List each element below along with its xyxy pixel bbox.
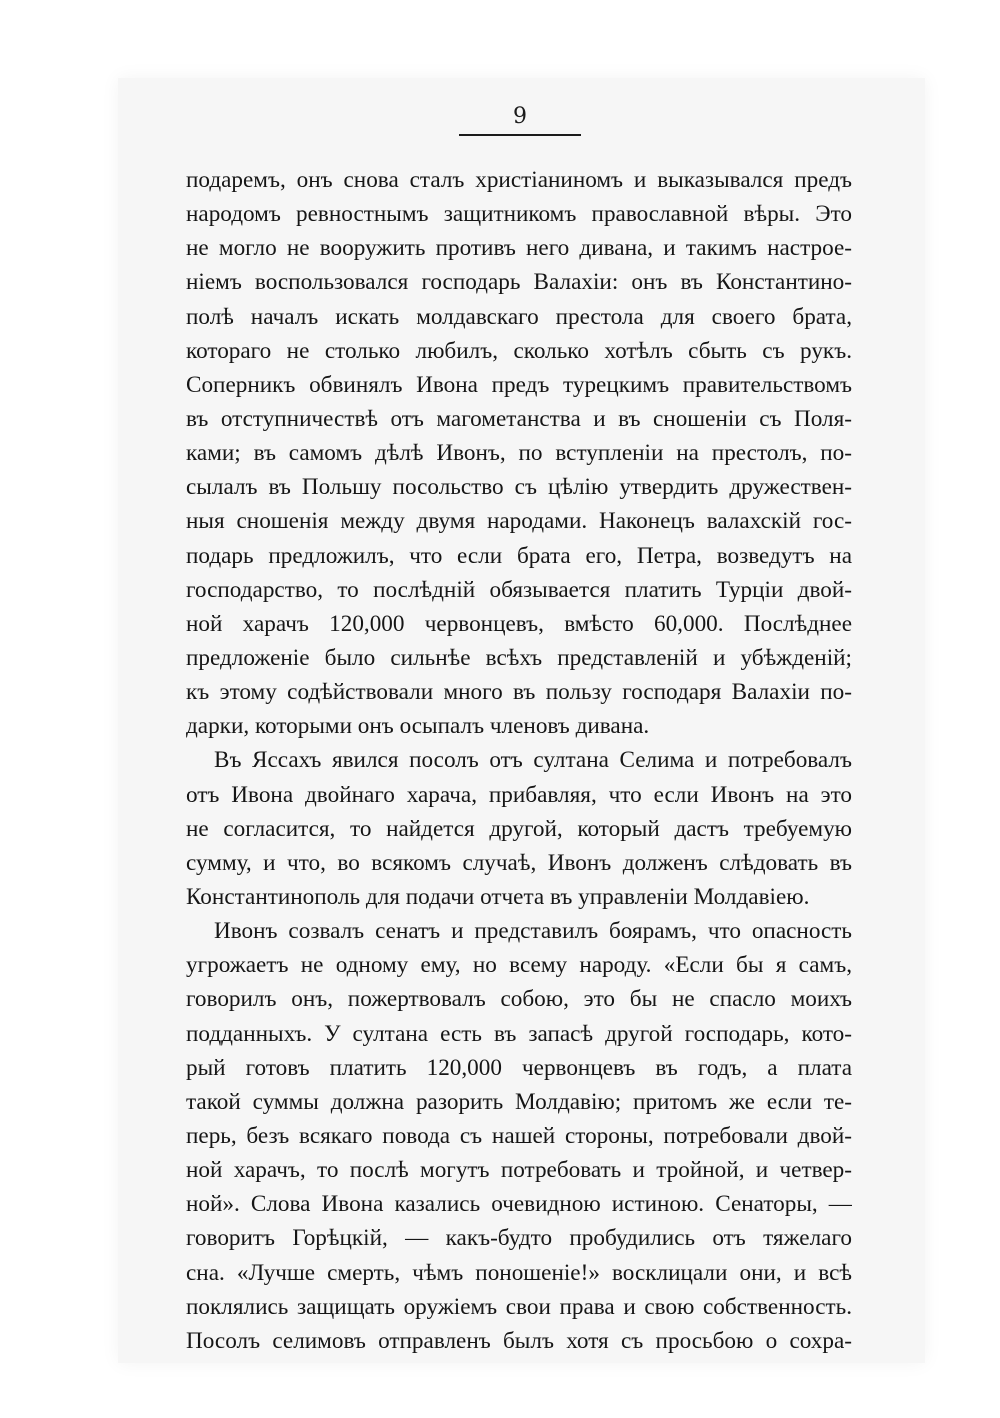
text-line: угрожаетъ не одному ему, но всему народу. «Если бы я самъ, [186,952,852,979]
page-number-rule [459,134,581,136]
text-line: ной». Слова Ивона казались очевидною истиною. Сенаторы, — [186,1191,852,1218]
body-text [186,163,852,1358]
text-line: предложеніе было сильнѣе всѣхъ представленій и убѣжденій; [186,644,852,671]
text-line: не согласится, то найдется другой, который дастъ требуемую [186,815,852,842]
text-line: сумму, и что, во всякомъ случаѣ, Ивонъ долженъ слѣдовать въ [186,849,852,876]
text-line: ной харачъ 120,000 червонцевъ, вмѣсто 60,000. Послѣднее [186,610,852,637]
text-line: Константинополь для подачи отчета въ управленіи Молдавіею. [186,883,810,910]
text-line: говорилъ онъ, пожертвовалъ собою, это бы не спасло моихъ [186,986,852,1013]
text-line: Соперникъ обвинялъ Ивона предъ турецкимъ правительствомъ [186,371,852,398]
text-line: подаремъ, онъ снова сталъ христіаниномъ и выказывался предъ [186,167,852,193]
text-line: ками; въ самомъ дѣлѣ Ивонъ, по вступленіи на престолъ, по- [186,440,852,467]
text-line: отъ Ивона двойнаго харача, прибавляя, что если Ивонъ на это [186,781,852,808]
text-line: такой суммы должна разорить Молдавію; притомъ же если те- [186,1088,852,1115]
paragraph-first-line: Въ Яссахъ явился посолъ отъ султана Селима и потребовалъ [214,747,852,774]
paragraph-first-line: Ивонъ созвалъ сенатъ и представилъ боярамъ, что опасность [214,918,852,945]
text-line: подданныхъ. У султана есть въ запасѣ другой господарь, кото- [186,1020,852,1047]
text-line: не могло не вооружить противъ него дивана, и такимъ настрое- [186,235,852,262]
text-line: народомъ ревностнымъ защитникомъ православной вѣры. Это [186,201,852,228]
text-line: дарки, которыми онъ осыпалъ членовъ дивана. [186,713,650,740]
text-line: ныя сношенія между двумя народами. Наконецъ валахскій гос- [186,508,852,535]
text-line: рый готовъ платить 120,000 червонцевъ въ годъ, а плата [186,1054,852,1081]
text-line: ной харачъ, то послѣ могутъ потребовать и тройной, и четвер- [186,1157,852,1184]
text-line: подарь предложилъ, что если брата его, Петра, возведутъ на [186,542,852,569]
text-line: сна. «Лучше смерть, чѣмъ поношеніе!» восклицали они, и всѣ [186,1259,852,1286]
text-line: къ этому содѣйствовали много въ пользу господаря Валахіи по- [186,679,852,706]
text-line: говоритъ Горѣцкій, — какъ-будто пробудились отъ тяжелаго [186,1225,852,1252]
text-line: Посолъ селимовъ отправленъ былъ хотя съ просьбою о сохра- [186,1327,852,1354]
text-line: полѣ началъ искать молдавскаго престола для своего брата, [186,303,852,330]
text-line: въ отступничествѣ отъ магометанства и въ сношеніи съ Поля- [186,405,852,432]
text-line: сылалъ въ Польшу посольство съ цѣлію утвердить дружествен- [186,474,852,501]
text-line: поклялись защищать оружіемъ свои права и свою собственность. [186,1293,852,1320]
text-line: котораго не столько любилъ, сколько хотѣлъ сбыть съ рукъ. [186,337,852,364]
page-number: 9 [513,104,527,129]
text-line: ніемъ воспользовался господарь Валахіи: онъ въ Константино- [186,269,852,296]
text-line: перь, безъ всякаго повода съ нашей стороны, потребовали двой- [186,1122,852,1149]
text-line: господарство, то послѣдній обязывается платить Турціи двой- [186,576,852,603]
